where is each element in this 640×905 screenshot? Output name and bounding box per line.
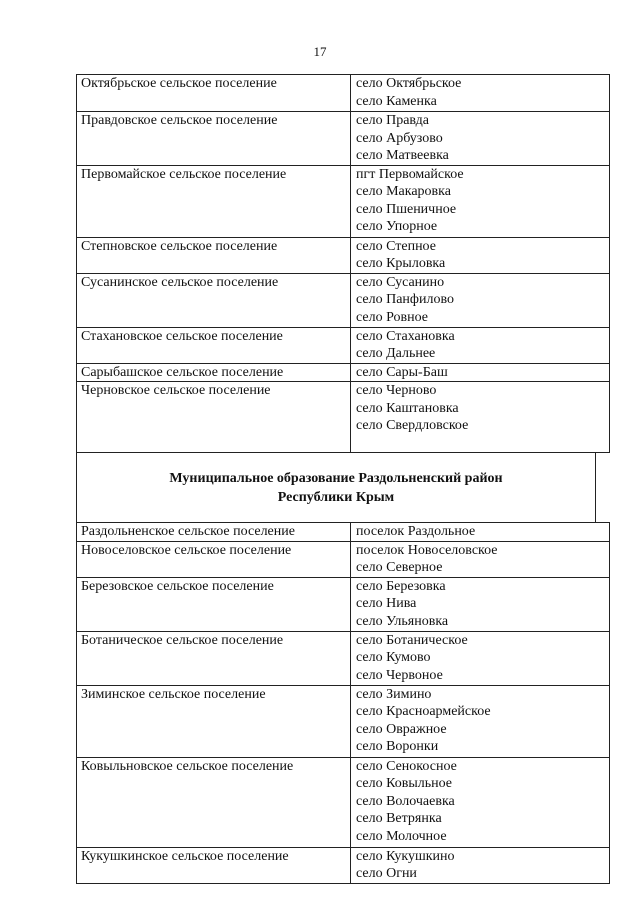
village-item: село Березовка	[356, 578, 446, 594]
village-list	[351, 577, 610, 631]
village-list	[351, 165, 610, 237]
table-row	[77, 631, 610, 685]
village-item: село Сары-Баш	[356, 364, 448, 380]
village-item: село Огни	[356, 866, 417, 881]
village-list	[351, 75, 610, 112]
village-item: село Овражное	[356, 721, 447, 737]
settlement-name: Стахановское сельское поселение	[77, 327, 351, 363]
table-row	[77, 112, 610, 166]
village-list	[351, 685, 610, 757]
village-item: село Черново	[356, 383, 437, 398]
village-list	[351, 757, 610, 847]
village-item: поселок Раздольное	[356, 524, 476, 539]
table-row	[77, 847, 610, 883]
village-item: село Пшеничное	[356, 201, 457, 217]
village-list	[351, 541, 610, 577]
table-row	[77, 273, 610, 327]
table-row	[77, 327, 610, 363]
village-item: село Ульяновка	[356, 613, 449, 629]
table-row	[77, 541, 610, 577]
village-item: поселок Новоселовское	[356, 542, 498, 558]
section-header-line1: Муниципальное образование Раздольненский район	[169, 471, 503, 486]
village-item: село Ботаническое	[356, 632, 468, 648]
table-row	[77, 165, 610, 237]
village-item: село Крыловка	[356, 256, 446, 271]
village-list	[351, 631, 610, 685]
village-list	[351, 523, 610, 542]
settlement-name: Кукушкинское сельское поселение	[77, 847, 351, 883]
village-list	[351, 112, 610, 166]
settlement-name: Сарыбашское сельское поселение	[77, 363, 351, 382]
settlement-name: Черновское сельское поселение	[77, 382, 351, 453]
village-list	[351, 237, 610, 273]
village-item: село Волочаевка	[356, 793, 455, 809]
village-item: село Красноармейское	[356, 704, 491, 719]
table-row	[77, 237, 610, 273]
village-item: село Каштановка	[356, 400, 459, 416]
village-item: село Дальнее	[356, 346, 436, 361]
village-item: село Октябрьское	[356, 76, 462, 91]
page-number: 17	[313, 44, 327, 59]
settlement-name: Первомайское сельское поселение	[77, 165, 351, 237]
village-item: пгт Первомайское	[356, 166, 464, 182]
village-item: село Панфилово	[356, 292, 454, 307]
settlement-name: Новоселовское сельское поселение	[77, 541, 351, 577]
village-list	[351, 847, 610, 883]
village-list	[351, 363, 610, 382]
table-row	[77, 757, 610, 847]
section-header-line2: Республики Крым	[277, 490, 395, 505]
village-item: село Макаровка	[356, 184, 451, 199]
table-row	[77, 685, 610, 757]
village-item: село Степное	[356, 238, 436, 254]
village-item: село Ковыльное	[356, 776, 452, 791]
village-item: село Правда	[356, 113, 430, 128]
settlement-name: Зиминское сельское поселение	[77, 685, 351, 757]
village-item: село Сусанино	[356, 274, 445, 290]
village-item: село Кукушкино	[356, 848, 455, 864]
settlement-name: Октябрьское сельское поселение	[77, 75, 351, 112]
village-item: село Упорное	[356, 219, 438, 234]
village-item: село Северное	[356, 560, 443, 575]
village-item: село Червоное	[356, 667, 443, 683]
section-header	[76, 452, 596, 522]
settlements-table-top	[76, 74, 610, 453]
village-list	[351, 273, 610, 327]
village-item: село Ветрянка	[356, 811, 442, 826]
village-item: село Зимино	[356, 686, 432, 702]
settlement-name: Ковыльновское сельское поселение	[77, 757, 351, 847]
village-item: село Молочное	[356, 828, 447, 844]
table-row	[77, 523, 610, 542]
village-list	[351, 382, 610, 453]
table-row	[77, 577, 610, 631]
settlement-name: Березовское сельское поселение	[77, 577, 351, 631]
settlement-name: Ботаническое сельское поселение	[77, 631, 351, 685]
village-item: село Матвеевка	[356, 148, 449, 163]
village-item: село Стахановка	[356, 328, 455, 344]
village-item: село Арбузово	[356, 130, 443, 146]
table-row	[77, 363, 610, 382]
settlement-name: Сусанинское сельское поселение	[77, 273, 351, 327]
settlement-name: Раздольненское сельское поселение	[77, 523, 351, 542]
village-item: село Кумово	[356, 650, 431, 665]
village-list	[351, 327, 610, 363]
settlement-name: Правдовское сельское поселение	[77, 112, 351, 166]
table-row	[77, 382, 610, 453]
village-item: село Ровное	[356, 309, 429, 325]
village-item: село Свердловское	[356, 418, 469, 433]
settlement-name: Степновское сельское поселение	[77, 237, 351, 273]
village-item: село Сенокосное	[356, 758, 457, 774]
settlements-table-bottom	[76, 522, 610, 884]
village-item: село Нива	[356, 596, 417, 611]
table-row	[77, 75, 610, 112]
village-item: село Воронки	[356, 739, 439, 754]
village-item: село Каменка	[356, 93, 437, 109]
